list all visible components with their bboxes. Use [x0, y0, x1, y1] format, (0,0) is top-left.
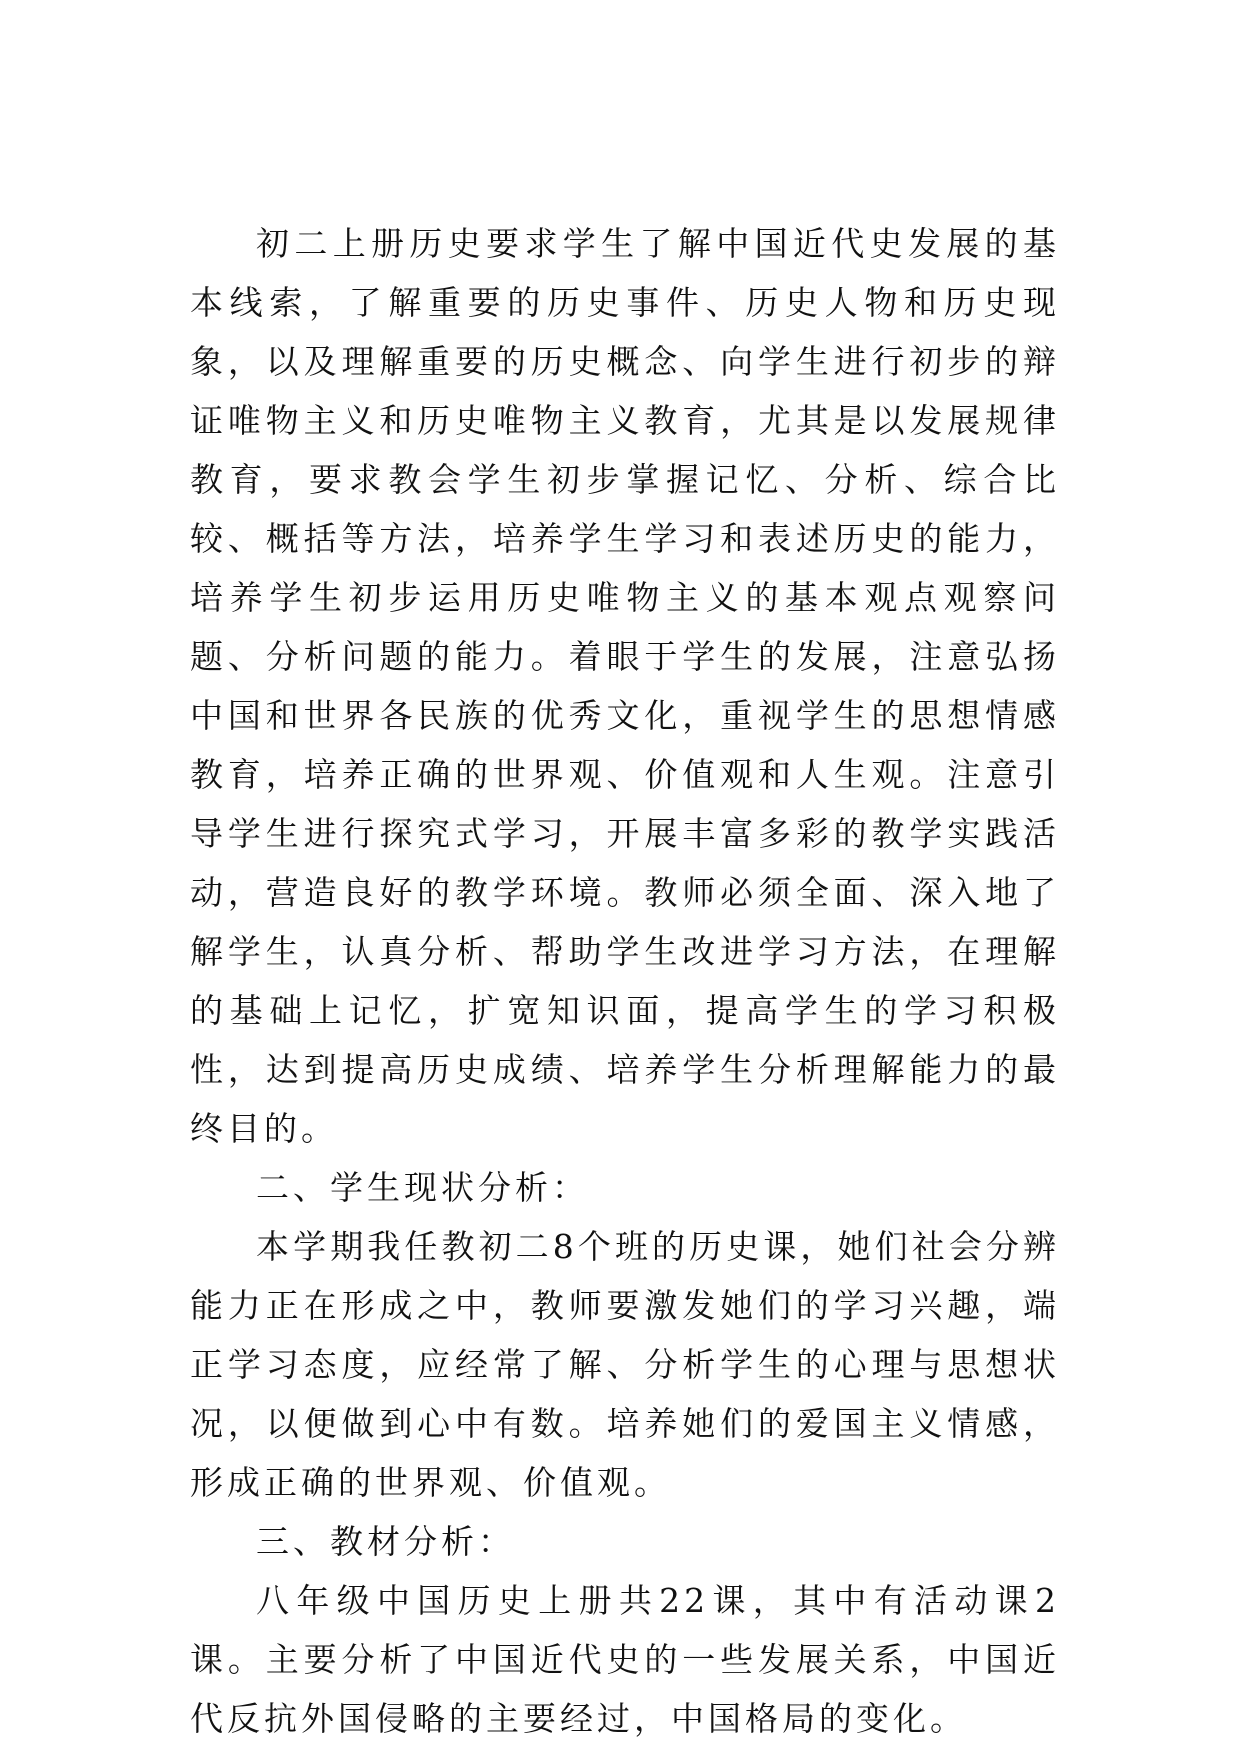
paragraph-textbook-analysis: 八年级中国历史上册共22课，其中有活动课2课。主要分析了中国近代史的一些发展关系，中国近代反抗外国侵略的主要经过，中国格局的变化。 [190, 1581, 1060, 1738]
paragraph-goals: 初二上册历史要求学生了解中国近代史发展的基本线索，了解重要的历史事件、历史人物和历史现象，以及理解重要的历史概念、向学生进行初步的辩证唯物主义和历史唯物主义教育，尤其是以发展规律教育，要求教会学生初步掌握记忆、分析、综合比较、概括等方法，培养学生学习和表述历史的能力，培养学生初步运用历史唯物主义的基本观点观察问题、分析问题的能力。着眼于学生的发展，注意弘扬中国和世界各民族的优秀文化，重视学生的思想情感教育，培养正确的世界观、价值观和人生观。注意引导学生进行探究式学习，开展丰富多彩的教学实践活动，营造良好的教学环境。教师必须全面、深入地了解学生，认真分析、帮助学生改进学习方法，在理解的基础上记忆，扩宽知识面，提高学生的学习积极性，达到提高历史成绩、培养学生分析理解能力的最终目的。 [190, 224, 1060, 1148]
paragraph-student-analysis: 本学期我任教初二8个班的历史课，她们社会分辨能力正在形成之中，教师要激发她们的学习兴趣，端正学习态度，应经常了解、分析学生的心理与思想状况，以便做到心中有数。培养她们的爱国主义情感，形成正确的世界观、价值观。 [190, 1227, 1060, 1502]
document-body [190, 214, 1060, 1748]
heading-student-analysis: 二、学生现状分析： [256, 1168, 589, 1207]
heading-textbook-analysis: 三、教材分析： [256, 1522, 515, 1561]
